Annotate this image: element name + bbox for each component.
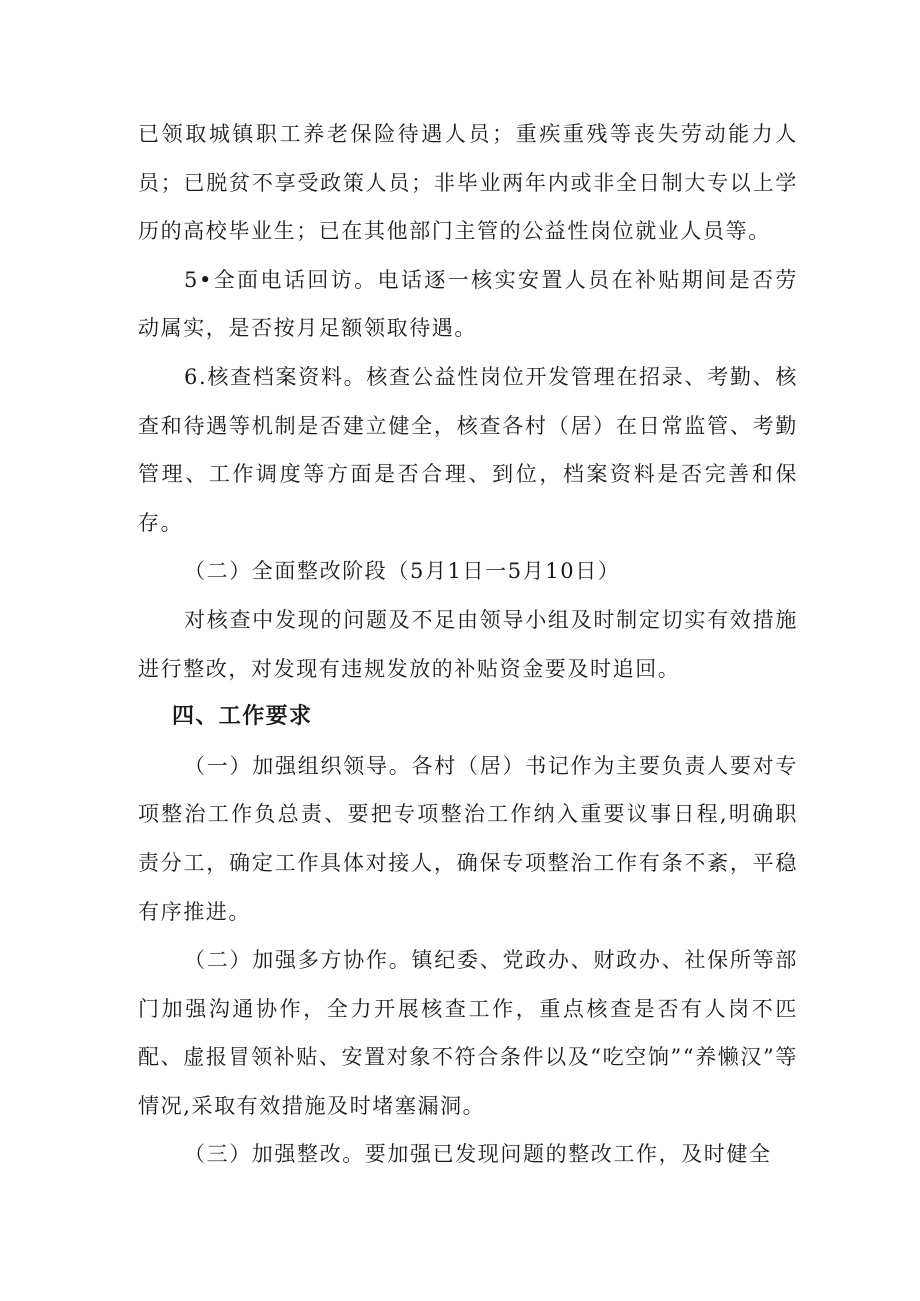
paragraph-strengthen-rectification: （三）加强整改。要加强已发现问题的整改工作，及时健全 — [184, 1142, 772, 1167]
paragraph-check-archives: 6.核查档案资料。核查公益性岗位开发管理在招录、考勤、核查和待遇等机制是否建立健全，核查各村（居）在日常监管、考勤管理、工作调度等方面是否合理、到位，档案资料是否完善和保存。 — [138, 364, 798, 535]
paragraph-phone-follow-up: 5•全面电话回访。电话逐一核实安置人员在补贴期间是否劳动属实，是否按月足额领取待遇。 — [138, 267, 798, 341]
paragraph-rectification: 对核查中发现的问题及不足由领导小组及时制定切实有效措施进行整改，对发现有违规发放的补贴资金要及时追回。 — [138, 607, 798, 681]
document-body — [138, 110, 798, 1179]
paragraph-multi-party-cooperation: （二）加强多方协作。镇纪委、党政办、财政办、社保所等部门加强沟通协作，全力开展核查工作，重点核查是否有人岗不匹配、虚报冒领补贴、安置对象不符合条件以及“吃空饷”“养懒汉”等情况,采取有效措施及时堵塞漏洞。 — [138, 948, 798, 1118]
subheading-rectification-stage: （二）全面整改阶段（5月1日一5月10日） — [184, 559, 621, 584]
paragraph-ineligible-list: 已领取城镇职工养老保险待遇人员；重疾重残等丧失劳动能力人员；已脱贫不享受政策人员；非毕业两年内或非全日制大专以上学历的高校毕业生；已在其他部门主管的公益性岗位就业人员等。 — [138, 122, 798, 244]
paragraph-organization-leadership: （一）加强组织领导。各村（居）书记作为主要负责人要对专项整治工作负总责、要把专项整治工作纳入重要议事日程,明确职责分工，确定工作具体对接人，确保专项整治工作有条不紊，平稳有序推进。 — [138, 753, 798, 924]
section-heading-work-requirements: 四、工作要求 — [172, 704, 313, 730]
